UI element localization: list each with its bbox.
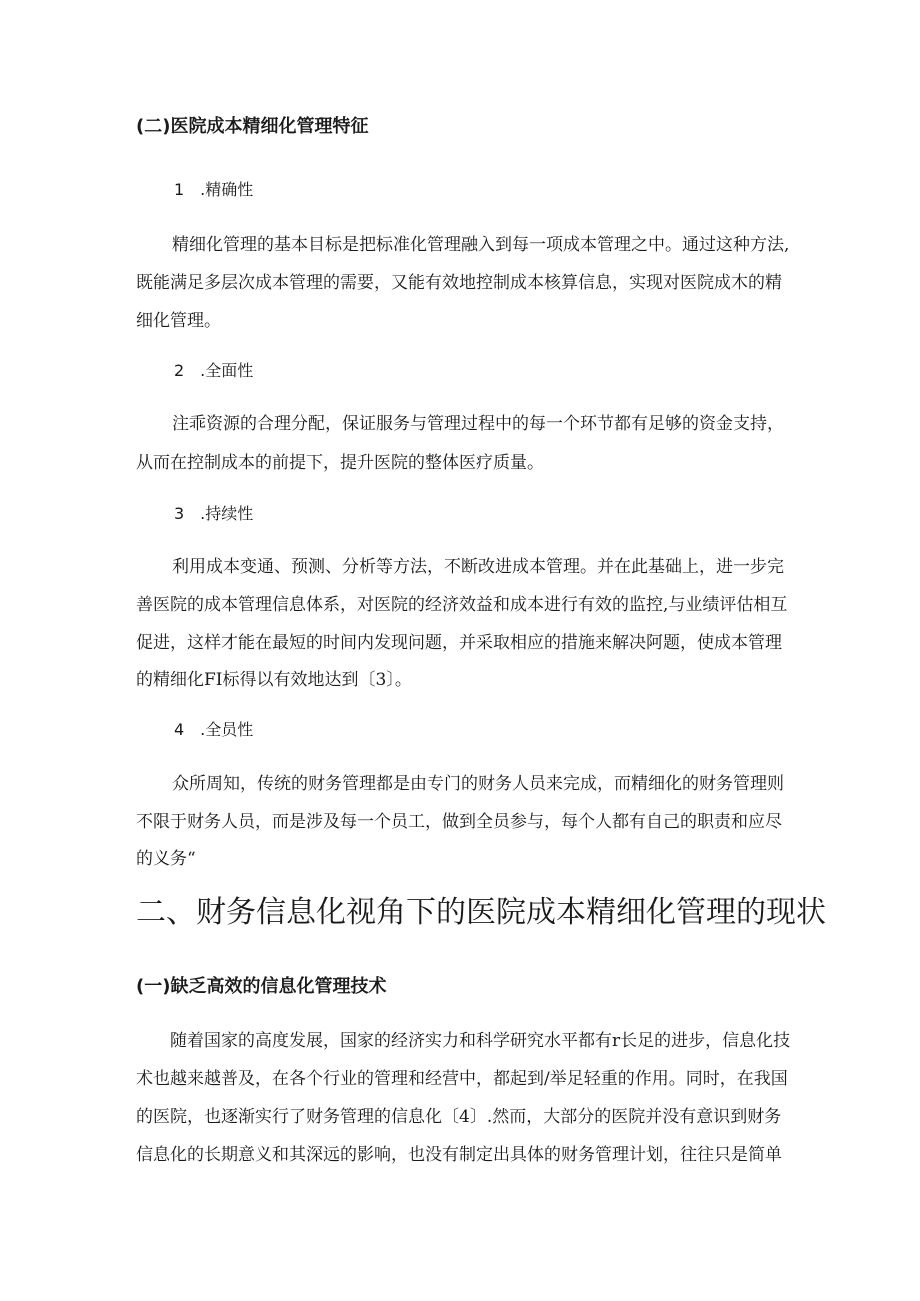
subsection-heading: (一)缺乏高效的信息化管理技术	[136, 976, 387, 997]
paragraph-line: 既能满足多层次成本管理的需要，又能有效地控制成本核算信息，实现对医院成木的精	[136, 273, 782, 293]
paragraph-line: 众所周知，传统的财务管理都是由专门的财务人员来完成，而精细化的财务管理则	[172, 774, 784, 794]
item-label-all-staff: 4 .全员性	[174, 720, 254, 739]
paragraph-line: 从而在控制成本的前提下，提升医院的整体医疗质量。	[136, 453, 544, 473]
paragraph-line: 信息化的长期意义和其深远的影响，也没有制定出具体的财务管理计划，往往只是简单	[136, 1145, 782, 1165]
paragraph-line: 随着国家的高度发展，国家的经济实力和科学研究水平都有r长足的进步，信息化技	[170, 1031, 791, 1051]
paragraph-line: 利用成本变通、预测、分析等方法，不断改进成本管理。并在此基础上，进一步完	[172, 557, 784, 577]
paragraph-line: 不限于财务人员，而是涉及每一个员工，做到全员参与，每个人都有自己的职责和应尽	[136, 812, 782, 832]
paragraph-line: 注乖资源的合理分配，保证服务与管理过程中的每一个环节都有足够的资金支持，	[172, 414, 784, 434]
chapter-heading: 二、财务信息化视角下的医院成本精细化管理的现状	[136, 895, 826, 930]
paragraph-line: 细化管理。	[136, 311, 221, 331]
item-label-precision: 1 .精确性	[174, 180, 254, 199]
item-label-comprehensive: 2 .全面性	[174, 361, 254, 380]
item-label-continuity: 3 .持续性	[174, 504, 254, 523]
paragraph-line: 的义务“	[136, 849, 196, 869]
paragraph-line: 促进，这样才能在最短的时间内发现问题，并采取相应的措施来解决阿题，使成本管理	[136, 633, 782, 653]
paragraph-line: 的医院，也逐渐实行了财务管理的信息化〔4〕.然而，大部分的医院并没有意识到财务	[136, 1107, 782, 1127]
paragraph-line: 的精细化FI标得以有效地达到〔3〕。	[136, 670, 412, 690]
paragraph-line: 精细化管理的基本目标是把标准化管理融入到每一项成本管理之中。通过这种方法,	[172, 235, 790, 255]
section-heading: (二)医院成本精细化管理特征	[136, 116, 369, 137]
paragraph-line: 善医院的成本管理信息体系，对医院的经济效益和成本进行有效的监控,与业绩评估相互	[136, 595, 788, 615]
paragraph-line: 术也越来越普及，在各个行业的管理和经营中，都起到/举足轻重的作用。同时，在我国	[136, 1069, 788, 1089]
